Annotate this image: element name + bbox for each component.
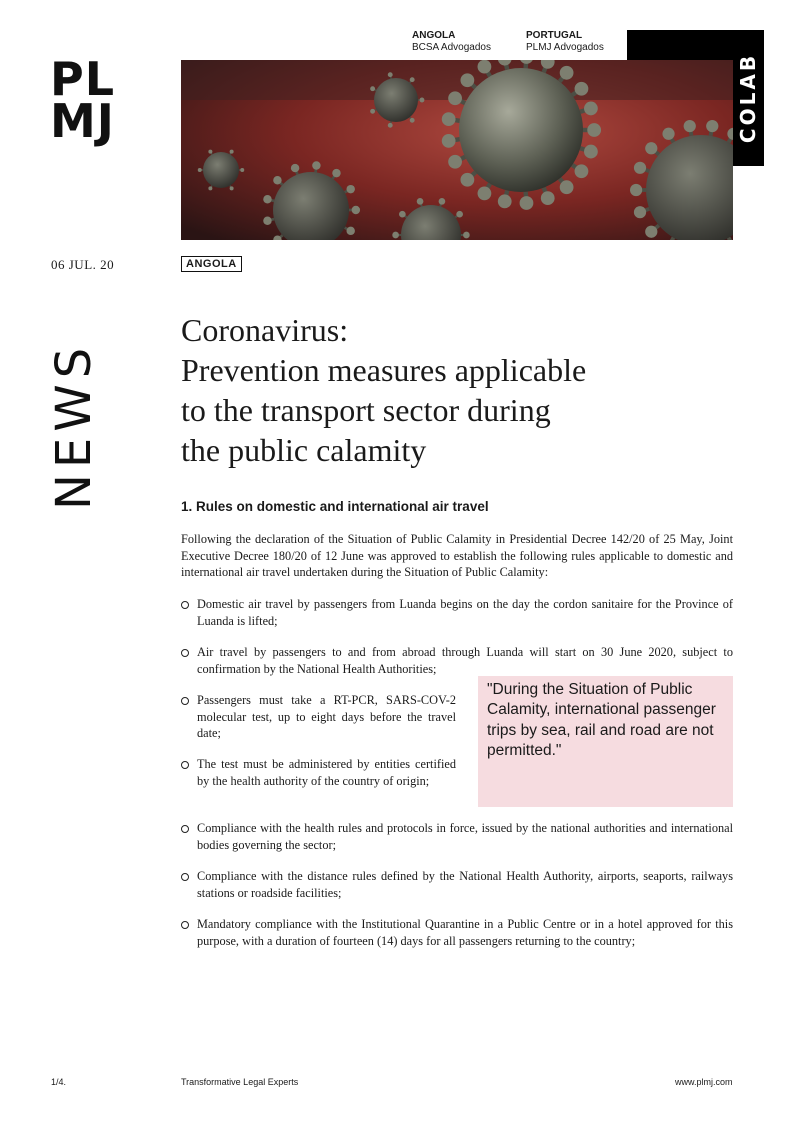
list-item: Mandatory compliance with the Institutional Quarantine in a Public Centre or in a hotel approved for this purpose, with a duration of fourteen (14) days for all passengers returning to the country; — [181, 916, 733, 949]
colab-label: COLAB — [736, 52, 760, 144]
list-item: Domestic air travel by passengers from Luanda begins on the day the cordon sanitaire for the Province of Luanda is lifted; — [181, 596, 733, 629]
article-title — [181, 310, 701, 470]
section-heading: 1. Rules on domestic and international air travel — [181, 499, 489, 514]
bullet-icon — [181, 601, 189, 609]
list-item: Passengers must take a RT-PCR, SARS-COV-2 molecular test, up to eight days before the travel date; — [181, 692, 456, 742]
colab-badge — [733, 30, 764, 166]
partner-country: PORTUGAL — [526, 30, 583, 41]
partner-portugal — [526, 30, 604, 54]
page-number: 1/4. — [51, 1077, 67, 1087]
partner-firm: BCSA Advogados — [412, 42, 491, 53]
news-text: NEWS — [46, 341, 102, 510]
footer-tagline: Transformative Legal Experts — [181, 1077, 299, 1087]
bullet-icon — [181, 873, 189, 881]
list-item: Compliance with the health rules and protocols in force, issued by the national authorities and international bodies governing the sector; — [181, 820, 733, 853]
footer-url[interactable]: www.plmj.com — [675, 1077, 733, 1087]
publication-date: 06 JUL. 20 — [51, 257, 115, 272]
list-item: Air travel by passengers to and from abroad through Luanda will start on 30 June 2020, subject to confirmation by the National Health Authorities; — [181, 644, 733, 677]
pull-quote — [478, 676, 733, 807]
bullet-icon — [181, 697, 189, 705]
list-item: The test must be administered by entities certified by the health authority of the country of origin; — [181, 756, 456, 789]
list-item: Compliance with the distance rules defined by the National Health Authority, airports, seaports, railways stations or roadside facilities; — [181, 868, 733, 901]
logo-line-1: PL — [50, 52, 116, 106]
bullet-icon — [181, 649, 189, 657]
hero-image — [181, 60, 733, 240]
plmj-logo — [50, 52, 116, 148]
country-tag: ANGOLA — [181, 256, 242, 272]
bullet-icon — [181, 825, 189, 833]
intro-paragraph: Following the declaration of the Situation of Public Calamity in Presidential Decree 142/20 of 25 May, Joint Executive Decree 180/20 of 12 June was approved to establish the following rules applicable to domestic and international air travel undertaken during the Situation of Public Calamity: — [181, 532, 733, 579]
title-line: the public calamity — [181, 432, 427, 468]
bullet-icon — [181, 921, 189, 929]
title-line: Prevention measures applicable — [181, 352, 587, 388]
partner-firm: PLMJ Advogados — [526, 42, 604, 53]
logo-line-2: MJ — [50, 94, 115, 148]
bullet-icon — [181, 761, 189, 769]
partner-country: ANGOLA — [412, 30, 456, 41]
quote-text: "During the Situation of Public Calamity, international passenger trips by sea, rail and road are not permitted." — [487, 681, 716, 760]
title-line: Coronavirus: — [181, 312, 349, 348]
section-label — [46, 312, 102, 510]
title-line: to the transport sector during — [181, 392, 551, 428]
partner-angola — [412, 30, 491, 54]
